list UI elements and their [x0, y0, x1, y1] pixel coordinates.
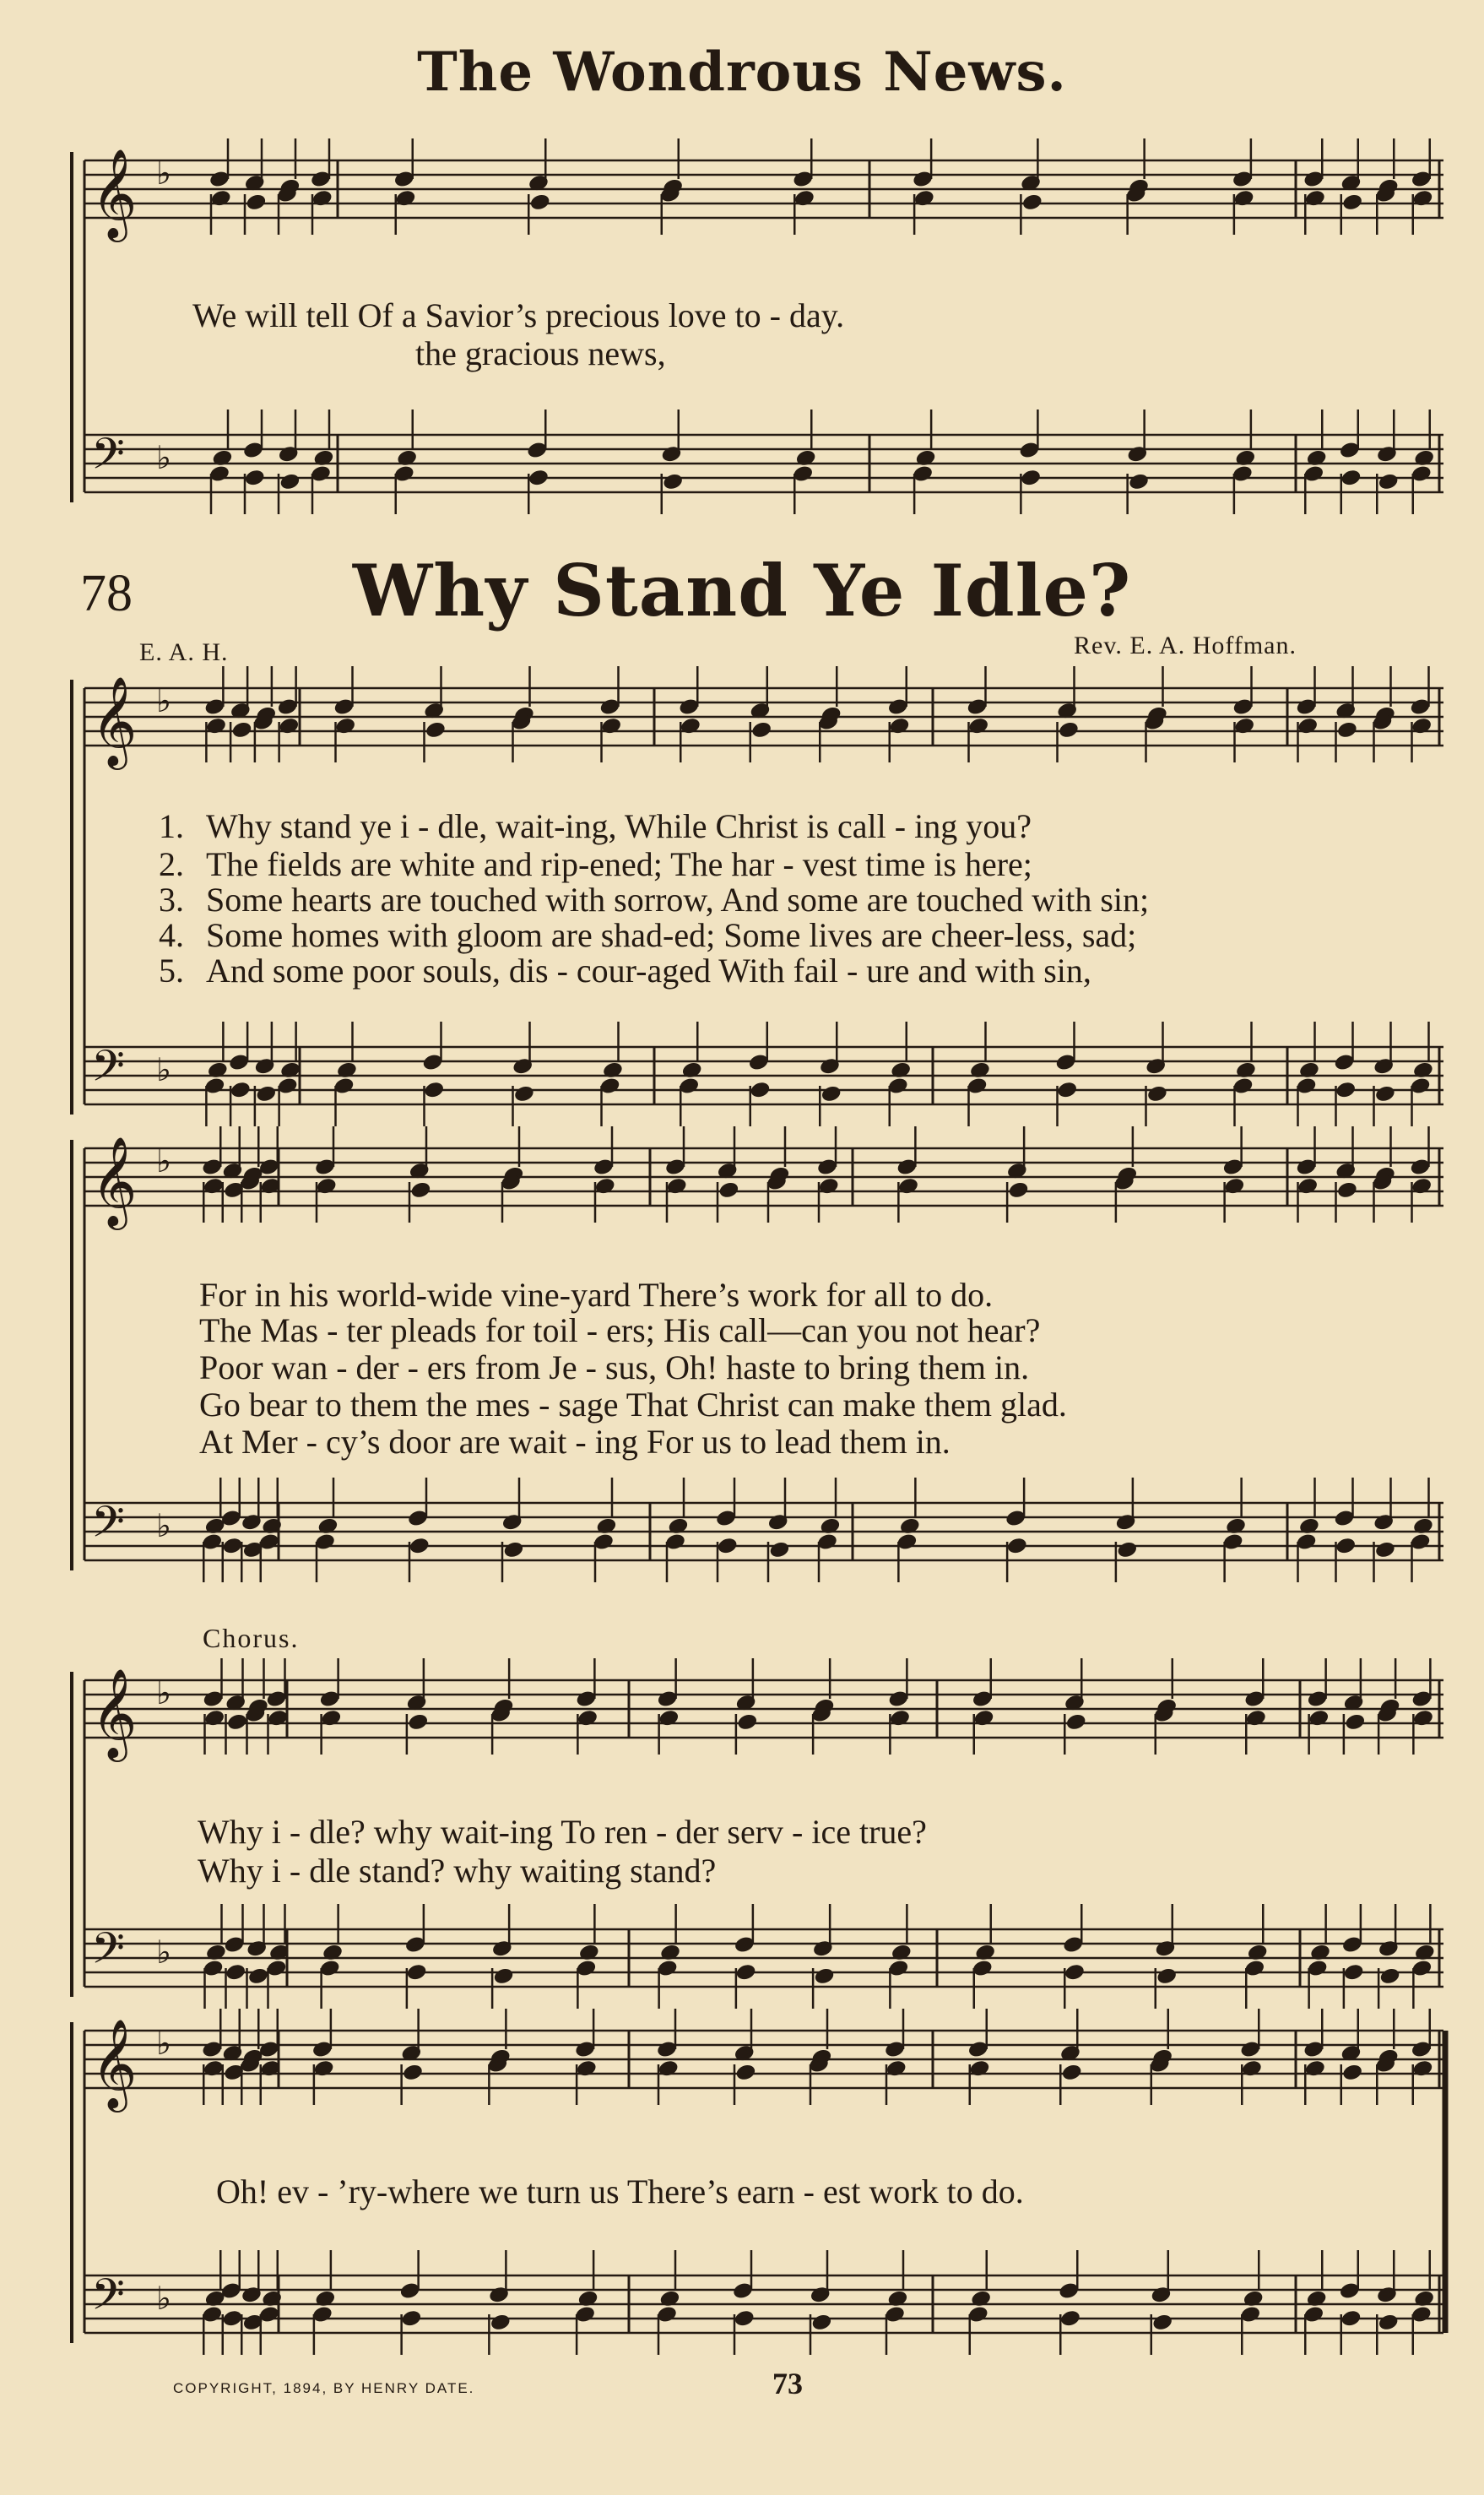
note-head — [1411, 1176, 1433, 1196]
note-head — [1233, 188, 1255, 208]
chorus-label: Chorus. — [203, 1623, 300, 1653]
note-head — [312, 448, 334, 468]
note-head — [1413, 448, 1435, 468]
note-head — [1064, 1962, 1086, 1982]
note-head — [1308, 1708, 1330, 1728]
note-head — [317, 1516, 339, 1536]
note-head — [658, 2289, 680, 2308]
verse-number: 1. — [159, 807, 184, 845]
note-head — [1335, 1536, 1357, 1555]
note-head — [1336, 1180, 1358, 1200]
note-head — [396, 448, 418, 468]
note-head — [1374, 1084, 1396, 1104]
note-head — [1058, 720, 1080, 740]
note-head — [1414, 1943, 1436, 1962]
note-head — [1020, 468, 1042, 487]
note-head — [967, 716, 989, 735]
note-head — [810, 2313, 832, 2332]
flat-treble-icon: ♭ — [156, 156, 171, 192]
note-head — [1021, 193, 1043, 212]
staff — [84, 2275, 1443, 2333]
note-head — [221, 1536, 243, 1555]
chorus-line-1: Why i - dle? why wait-ing To ren - der serv - ice true? — [198, 1813, 927, 1851]
note-head — [210, 188, 232, 208]
verse-5-line-a — [159, 951, 1091, 990]
note-head — [818, 1176, 840, 1196]
note-head — [578, 1943, 600, 1962]
note-head — [768, 1540, 790, 1559]
note-head — [336, 1060, 358, 1080]
note-head — [1411, 188, 1433, 208]
note-head — [1247, 1943, 1269, 1962]
note-head — [1061, 2063, 1083, 2082]
staff — [84, 1148, 1443, 1206]
verse-2-line-a — [159, 844, 1032, 884]
note-head — [974, 1943, 996, 1962]
note-head — [600, 716, 622, 735]
note-head — [1234, 448, 1256, 468]
note-head — [1056, 1080, 1078, 1099]
note-head — [247, 1966, 269, 1986]
note-head — [1309, 1943, 1331, 1962]
note-head — [1378, 472, 1400, 491]
bass-clef-icon: 𝄢 — [91, 1040, 125, 1102]
treble-clef-icon: 𝄞 — [91, 675, 138, 766]
note-head — [1343, 1962, 1365, 1982]
note-head — [658, 1708, 680, 1728]
note-head — [1412, 1060, 1434, 1080]
verse-number: 4. — [159, 916, 184, 954]
bass-clef-icon: 𝄢 — [91, 1496, 125, 1558]
verse-number: 2. — [159, 845, 184, 883]
note-head — [914, 448, 936, 468]
prev-hymn-lyrics-line2: the gracious news, — [415, 334, 666, 372]
note-head — [513, 1084, 535, 1104]
note-head — [1243, 2289, 1265, 2308]
note-head — [529, 193, 551, 212]
words-attribution: E. A. H. — [139, 638, 229, 666]
note-head — [1151, 2313, 1173, 2332]
staff — [84, 688, 1443, 746]
verse-1-line-a — [159, 806, 1032, 846]
flat-bass-icon: ♭ — [156, 441, 171, 476]
note-head — [1306, 448, 1328, 468]
note-head — [1341, 2063, 1363, 2082]
note-head — [255, 1084, 277, 1104]
note-head — [718, 1180, 739, 1200]
note-head — [1297, 716, 1319, 735]
note-head — [1413, 2289, 1435, 2308]
note-head — [1374, 1540, 1396, 1559]
note-head — [409, 1536, 431, 1555]
note-head — [1306, 2289, 1328, 2308]
note-head — [972, 1708, 994, 1728]
note-head — [279, 472, 301, 491]
verse-3-line-a — [159, 880, 1149, 919]
note-head — [899, 1516, 921, 1536]
note-head — [969, 1060, 991, 1080]
note-head — [502, 1540, 524, 1559]
note-head — [749, 1080, 771, 1099]
note-head — [1245, 1708, 1267, 1728]
treble-clef-icon: 𝄞 — [91, 1136, 138, 1226]
note-head — [203, 1176, 225, 1196]
note-head — [230, 720, 252, 740]
note-head — [244, 468, 266, 487]
verse-3-line-b: Poor wan - der - ers from Je - sus, Oh! haste to bring them in. — [199, 1348, 1030, 1386]
flat-treble-icon: ♭ — [156, 684, 171, 719]
running-title: The Wondrous News. — [417, 41, 1067, 104]
note-head — [662, 472, 684, 491]
note-head — [793, 188, 815, 208]
note-head — [736, 1712, 758, 1732]
note-head — [1007, 1180, 1029, 1200]
note-head — [267, 1708, 289, 1728]
music-attribution: Rev. E. A. Hoffman. — [1074, 632, 1297, 659]
note-head — [897, 1176, 919, 1196]
note-head — [1059, 2308, 1081, 2328]
note-head — [1298, 1516, 1320, 1536]
flat-treble-icon: ♭ — [156, 2026, 171, 2062]
note-head — [602, 1060, 624, 1080]
note-head — [230, 1080, 252, 1099]
note-head — [734, 2063, 756, 2082]
verse-text: Some hearts are touched with sorrow, And some are touched with sin; — [206, 881, 1150, 919]
note-head — [1335, 1080, 1357, 1099]
treble-clef-icon: 𝄞 — [91, 148, 138, 238]
note-head — [1233, 716, 1255, 735]
note-head — [320, 1708, 342, 1728]
verse-5-line-b: At Mer - cy’s door are wait - ing For us to lead them in. — [199, 1423, 951, 1461]
note-head — [425, 720, 447, 740]
note-head — [681, 1060, 703, 1080]
note-head — [658, 2058, 680, 2078]
note-head — [1304, 2058, 1326, 2078]
note-head — [226, 1712, 248, 1732]
bass-clef-icon: 𝄢 — [91, 2269, 125, 2330]
hymn-title: Why Stand Ye Idle? — [352, 549, 1132, 632]
note-head — [423, 1080, 445, 1099]
note-head — [813, 1966, 835, 1986]
note-head — [1340, 2308, 1362, 2328]
note-head — [680, 716, 701, 735]
note-head — [667, 1516, 689, 1536]
note-head — [316, 1176, 338, 1196]
copyright-notice: COPYRIGHT, 1894, BY HENRY DATE. — [173, 2380, 475, 2396]
note-head — [1340, 468, 1362, 487]
note-head — [492, 1966, 514, 1986]
note-head — [1065, 1712, 1087, 1732]
note-head — [968, 2058, 990, 2078]
note-head — [1411, 2058, 1433, 2078]
bass-clef-icon: 𝄢 — [91, 1923, 125, 1984]
note-head — [735, 1962, 757, 1982]
verse-text: Why stand ye i - dle, wait-ing, While Christ is call - ing you? — [206, 807, 1032, 845]
note-head — [225, 1962, 246, 1982]
note-head — [407, 1712, 429, 1732]
verse-4-line-b: Go bear to them the mes - sage That Christ can make them glad. — [199, 1386, 1067, 1424]
note-head — [334, 716, 356, 735]
note-head — [886, 2289, 908, 2308]
verse-4-line-a — [159, 915, 1136, 955]
verse-1-line-b: For in his world-wide vine-yard There’s work for all to do. — [199, 1276, 994, 1314]
verse-number: 5. — [159, 952, 184, 990]
note-head — [409, 1180, 431, 1200]
chorus-line-3: Oh! ev - ’ry-where we turn us There’s earn - est work to do. — [216, 2172, 1024, 2210]
bass-clef-icon: 𝄢 — [91, 428, 125, 490]
chorus-line-2: Why i - dle stand? why waiting stand? — [198, 1852, 717, 1890]
note-head — [659, 1943, 681, 1962]
note-head — [402, 2063, 424, 2082]
note-head — [717, 1536, 739, 1555]
note-head — [666, 1176, 688, 1196]
note-head — [1128, 472, 1150, 491]
note-head — [1297, 1176, 1319, 1196]
note-head — [211, 448, 233, 468]
note-head — [886, 2058, 907, 2078]
note-head — [1378, 1966, 1400, 1986]
verse-text: Some homes with gloom are shad-ed; Some lives are cheer-less, sad; — [206, 916, 1137, 954]
note-head — [1235, 1060, 1257, 1080]
note-head — [970, 2289, 992, 2308]
note-head — [490, 2313, 512, 2332]
prev-hymn-lyrics-line1: We will tell Of a Savior’s precious love to - day. — [192, 296, 845, 334]
note-head — [1116, 1540, 1138, 1559]
note-head — [819, 1516, 841, 1536]
note-head — [1378, 2313, 1400, 2332]
note-head — [734, 2308, 756, 2328]
flat-bass-icon: ♭ — [156, 1053, 171, 1088]
note-head — [528, 468, 550, 487]
note-head — [795, 448, 817, 468]
note-head — [1344, 1712, 1366, 1732]
flat-bass-icon: ♭ — [156, 1935, 171, 1971]
note-head — [576, 2058, 598, 2078]
flat-treble-icon: ♭ — [156, 1144, 171, 1180]
note-head — [1223, 1176, 1245, 1196]
flat-bass-icon: ♭ — [156, 1509, 171, 1544]
note-head — [594, 1176, 616, 1196]
note-head — [1411, 716, 1433, 735]
note-head — [207, 1060, 229, 1080]
note-head — [889, 1708, 911, 1728]
note-head — [913, 188, 935, 208]
note-head — [1241, 2058, 1263, 2078]
page-number: 73 — [772, 2367, 803, 2400]
note-head — [821, 1084, 842, 1104]
verse-number: 3. — [159, 881, 184, 919]
note-head — [890, 1060, 912, 1080]
note-head — [394, 188, 416, 208]
treble-clef-icon: 𝄞 — [91, 2018, 138, 2108]
staff — [84, 2031, 1443, 2088]
verse-2-line-b: The Mas - ter pleads for toil - ers; His call—can you not hear? — [199, 1311, 1041, 1349]
note-head — [279, 1060, 301, 1080]
note-head — [205, 716, 227, 735]
note-head — [1156, 1966, 1178, 1986]
note-head — [595, 1516, 617, 1536]
note-head — [400, 2308, 422, 2328]
note-head — [1006, 1536, 1028, 1555]
note-head — [1298, 1060, 1320, 1080]
flat-treble-icon: ♭ — [156, 1676, 171, 1711]
note-head — [278, 716, 300, 735]
note-head — [1225, 1516, 1247, 1536]
note-head — [203, 1708, 225, 1728]
verse-text: And some poor souls, dis - cour-aged With fail - ure and with sin, — [206, 952, 1091, 990]
note-head — [891, 1943, 913, 1962]
treble-clef-icon: 𝄞 — [91, 1668, 138, 1758]
note-head — [1341, 193, 1363, 212]
hymn-number: 78 — [80, 565, 133, 622]
note-head — [750, 720, 772, 740]
note-head — [1304, 188, 1326, 208]
note-head — [1412, 1708, 1434, 1728]
note-head — [205, 1943, 227, 1962]
note-head — [577, 2289, 598, 2308]
note-head — [1146, 1084, 1168, 1104]
note-head — [577, 1708, 598, 1728]
note-head — [313, 2058, 335, 2078]
note-head — [314, 2289, 336, 2308]
flat-bass-icon: ♭ — [156, 2281, 171, 2317]
note-head — [322, 1943, 344, 1962]
verse-text: The fields are white and rip-ened; The har - vest time is here; — [206, 845, 1032, 883]
note-head — [221, 2308, 243, 2328]
note-head — [311, 188, 333, 208]
note-head — [1336, 720, 1358, 740]
note-head — [888, 716, 910, 735]
note-head — [1412, 1516, 1434, 1536]
note-head — [406, 1962, 428, 1982]
note-head — [203, 2058, 225, 2078]
note-head — [245, 193, 267, 212]
